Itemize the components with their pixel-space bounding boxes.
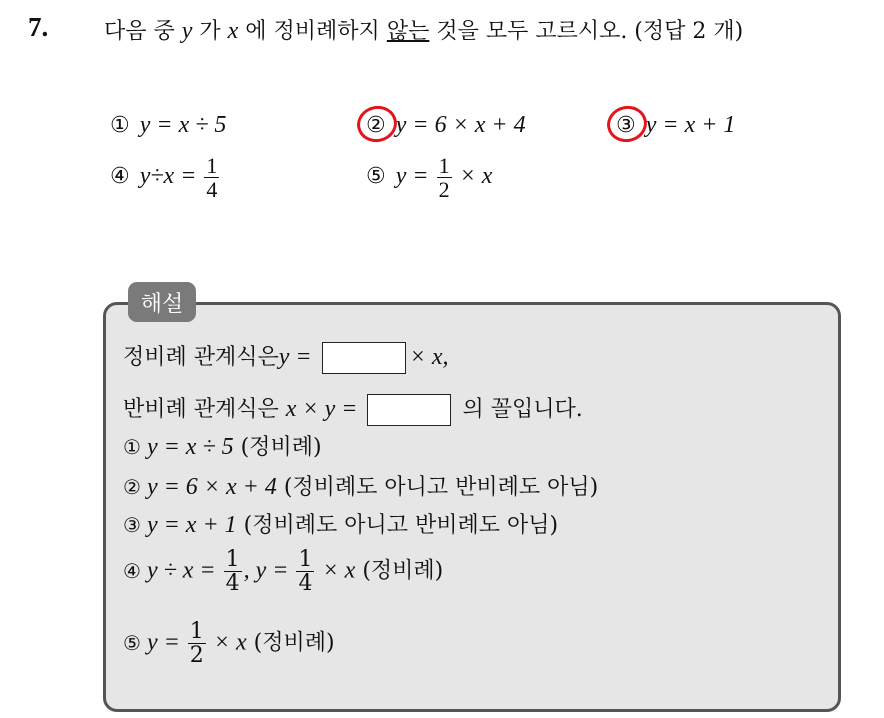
question-text: 다음 중 y 가 x 에 정비례하지 않는 것을 모두 고르시오. (정답 2 개) xyxy=(104,18,744,44)
explanation-item-5: ⑤ y = $\frac{1}{2}$ × x (정비례) xyxy=(123,619,335,669)
fraction: $\frac{1}{2}$ xyxy=(189,619,204,669)
blank-box xyxy=(367,394,451,426)
choice-4[interactable]: ④ y÷x = $\frac{1}{4}$ xyxy=(110,153,218,203)
choice-3[interactable]: ③ y = x + 1 xyxy=(616,112,735,139)
fraction: $\frac{1}{4}$ xyxy=(225,547,240,597)
answer-circle-mark xyxy=(604,102,651,146)
explanation-line-2: 반비례 관계식은 x × y = 의 꼴입니다. xyxy=(123,392,583,426)
blank-box xyxy=(322,342,406,374)
answer-circle-mark xyxy=(354,102,401,146)
explanation-item-4: ④ y ÷ x = $\frac{1}{4}$ , y = $\frac{1}{4}$ × x (정비례) xyxy=(123,547,444,597)
question-number: 7. xyxy=(28,12,49,42)
fraction: $\frac{1}{4}$ xyxy=(298,547,313,597)
underlined-word: 않는 xyxy=(386,19,430,44)
choice-1[interactable]: ① y = x ÷ 5 xyxy=(110,112,227,138)
choice-2[interactable]: ② y = 6 × x + 4 xyxy=(366,112,526,139)
explanation-line-1: 정비례 관계식은y = × x, xyxy=(123,340,448,374)
fraction: $\frac{1}{2}$ xyxy=(438,153,450,203)
explanation-item-2: ② y = 6 × x + 4 (정비례도 아니고 반비례도 아님) xyxy=(123,474,599,500)
fraction: $\frac{1}{4}$ xyxy=(206,153,218,203)
explanation-tag: 해설 xyxy=(128,282,196,322)
explanation-item-3: ③ y = x + 1 (정비례도 아니고 반비례도 아님) xyxy=(123,512,559,538)
choice-5[interactable]: ⑤ y = $\frac{1}{2}$ × x xyxy=(366,153,493,203)
explanation-item-1: ① y = x ÷ 5 (정비례) xyxy=(123,434,322,460)
